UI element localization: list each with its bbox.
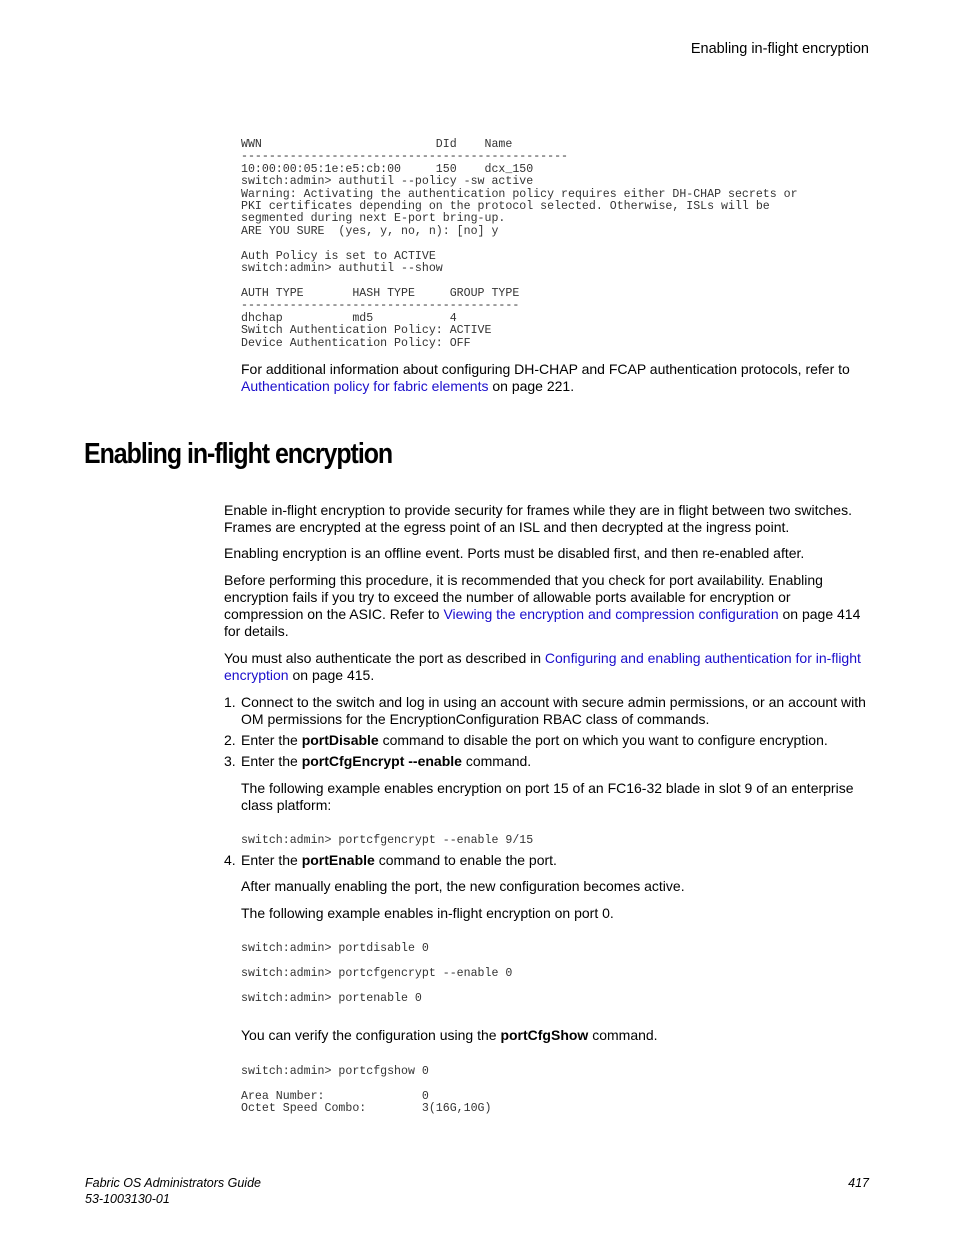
link-configuring-authentication[interactable]: Configuring and enabling authentication for in-flight encryption xyxy=(224,650,861,683)
authenticate-suffix: on page 415. xyxy=(288,667,375,683)
step-number: 3. xyxy=(224,753,236,769)
offline-text: Enabling encryption is an offline event. Ports must be disabled first, and then re-enabled after. xyxy=(224,545,805,561)
code-portcfgencrypt-slot: switch:admin> portcfgencrypt --enable 9/15 xyxy=(241,834,534,847)
paragraph-authenticate xyxy=(224,650,869,684)
step-2 xyxy=(224,732,871,749)
paragraph-availability xyxy=(224,572,869,640)
code-portenable: switch:admin> portenable 0 xyxy=(241,992,422,1005)
example-description: The following example enables in-flight encryption on port 0. xyxy=(241,905,614,921)
code-portcfgencrypt: switch:admin> portcfgencrypt --enable 0 xyxy=(241,967,513,980)
after-enable-text: After manually enabling the port, the new configuration becomes active. xyxy=(241,878,685,894)
footer-guide-title: Fabric OS Administrators Guide xyxy=(85,1176,261,1190)
link-authentication-policy[interactable]: Authentication policy for fabric elements xyxy=(241,378,489,394)
step-number: 1. xyxy=(224,694,236,710)
code-block-authutil: WWN DId Name ----------------------------------------------- 10:00:00:05:1e:e5:cb:00 150 dcx_150 switch:admin> authutil --policy -sw active Warning: Activating the authentication policy requires either DH-CHAP secrets or PKI certificates depending on the protocol selected. Otherwise, ISLs will be segmented during next E-port bring-up. ARE YOU SURE (yes, y, no, n): [no] y Auth Policy is set to ACTIVE switch:admin> authutil --show AUTH TYPE HASH TYPE GROUP TYPE ---------------------------------------- dhchap md5 4 Switch Authentication Policy: ACTIVE Device Authentication Policy: OFF xyxy=(241,138,798,350)
step-number: 2. xyxy=(224,732,236,748)
step-3-example-text xyxy=(241,780,871,814)
step-text: Enter the xyxy=(241,852,302,868)
footer-doc-number: 53-1003130-01 xyxy=(85,1192,170,1206)
step-number: 4. xyxy=(224,852,236,868)
paragraph-auth-info xyxy=(241,361,871,395)
paragraph-intro xyxy=(224,502,869,536)
verify-prefix: You can verify the configuration using the xyxy=(241,1027,501,1043)
command-name: portDisable xyxy=(301,732,379,748)
step-text: Connect to the switch and log in using an account with secure admin permissions, or an account with OM permissions for the EncryptionConfiguration RBAC class of commands. xyxy=(241,694,866,727)
code-portdisable: switch:admin> portdisable 0 xyxy=(241,942,429,955)
auth-info-text: For additional information about configuring DH-CHAP and FCAP authentication protocols, refer to xyxy=(241,361,850,377)
command-name: portCfgEncrypt --enable xyxy=(301,753,462,769)
step-text-suffix: command. xyxy=(461,753,532,769)
intro-text: Enable in-flight encryption to provide security for frames while they are in flight between two switches. Frames are encrypted at the egress point of an ISL and then decrypted at the ingress point. xyxy=(224,502,852,535)
code-portcfgshow: switch:admin> portcfgshow 0 Area Number: 0 Octet Speed Combo: 3(16G,10G) xyxy=(241,1065,492,1116)
verify-suffix: command. xyxy=(588,1027,658,1043)
auth-info-suffix: on page 221. xyxy=(488,378,575,394)
step-text-suffix: command to disable the port on which you want to configure encryption. xyxy=(378,732,828,748)
section-title: Enabling in-flight encryption xyxy=(84,438,393,470)
step-text: Enter the xyxy=(241,753,302,769)
footer-left xyxy=(85,1175,261,1207)
step-4-example-text xyxy=(241,905,871,922)
footer-page-number: 417 xyxy=(848,1176,869,1190)
command-name: portCfgShow xyxy=(500,1027,589,1043)
link-viewing-encryption-config[interactable]: Viewing the encryption and compression configuration xyxy=(443,606,779,622)
availability-text: Before performing this procedure, it is recommended that you check for port availability. Enabling encryption fails if you try to exceed the number of allowable ports available for encryption or compression on the ASIC. Refer to xyxy=(224,572,823,622)
step-4 xyxy=(224,852,871,869)
step-3 xyxy=(224,753,871,770)
verify-text xyxy=(241,1027,871,1044)
step-1 xyxy=(224,694,871,728)
example-description: The following example enables encryption on port 15 of an FC16-32 blade in slot 9 of an enterprise class platform: xyxy=(241,780,854,813)
running-header: Enabling in-flight encryption xyxy=(690,41,869,57)
authenticate-text: You must also authenticate the port as described in xyxy=(224,650,545,666)
step-4-after-text xyxy=(241,878,871,895)
command-name: portEnable xyxy=(301,852,375,868)
paragraph-offline xyxy=(224,545,869,562)
step-text-suffix: command to enable the port. xyxy=(374,852,557,868)
availability-suffix: on page 414 for details. xyxy=(224,606,861,639)
step-text: Enter the xyxy=(241,732,302,748)
